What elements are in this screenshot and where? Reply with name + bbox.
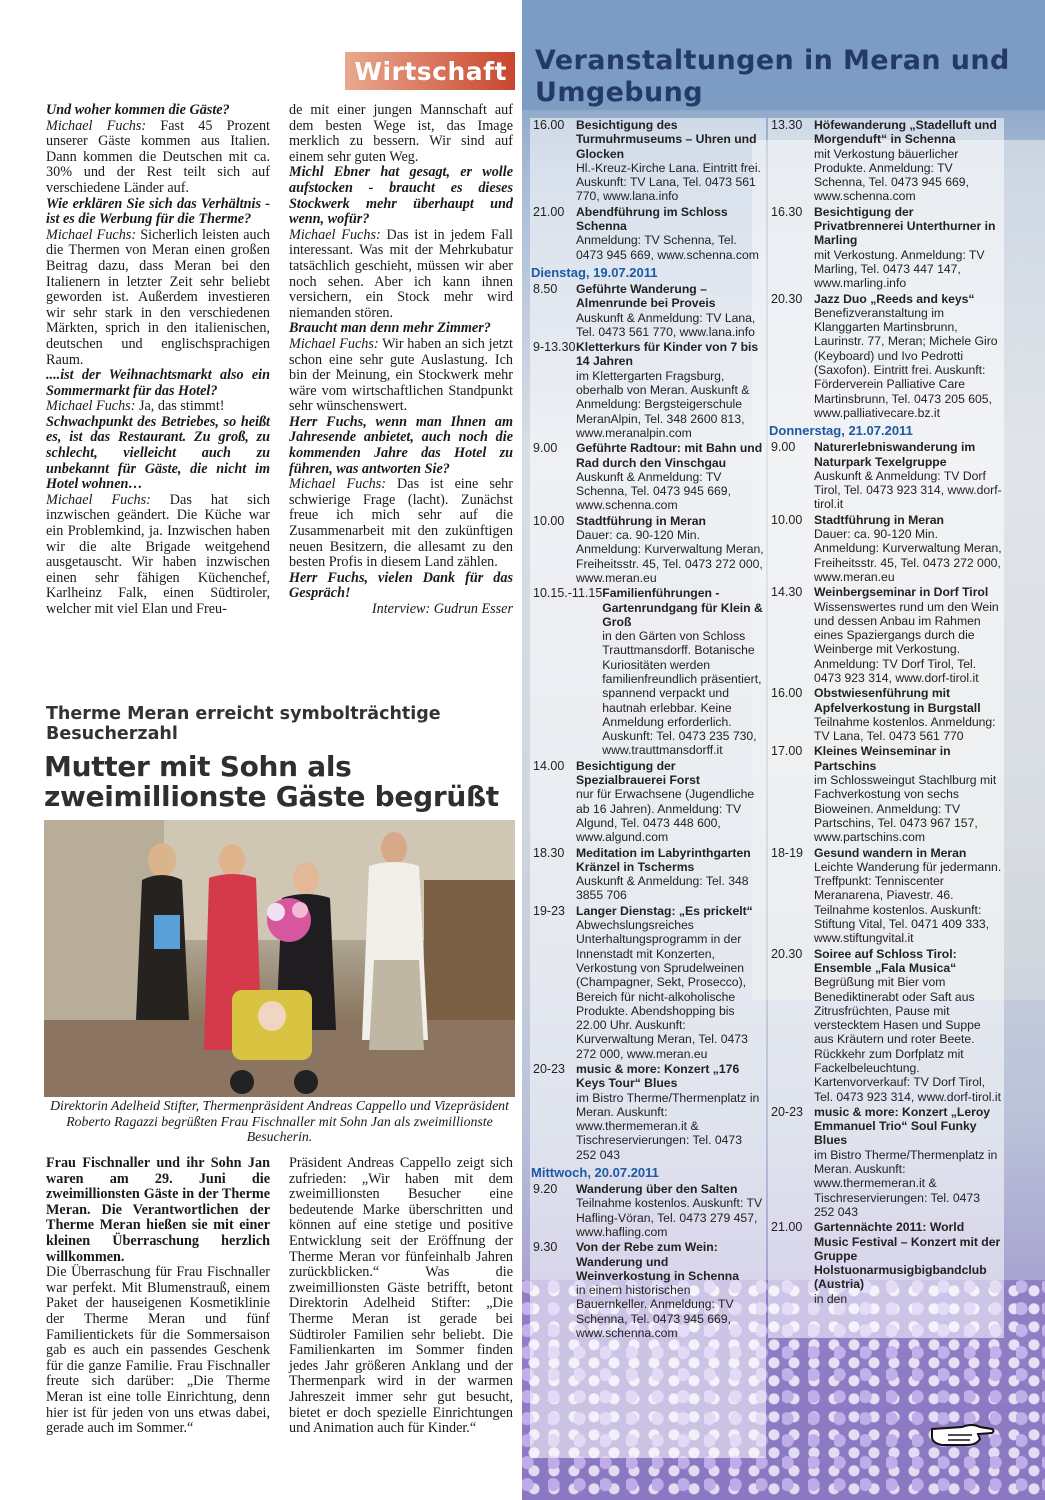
event-title: Obstwiesenführung mit Apfelverkostung in Burgstall: [814, 686, 981, 715]
event-details: im Bistro Therme/Thermenplatz in Meran. Auskunft: www.thermemeran.it & Tischreservierungen: Tel. 0473 252 043: [814, 1147, 998, 1219]
event-item: [530, 340, 766, 440]
event-body: [814, 440, 1004, 511]
pointing-hand-icon: [928, 1415, 996, 1455]
event-item: [768, 846, 1004, 946]
interview-answer: [289, 477, 513, 571]
article-photo: [44, 820, 515, 1097]
article-kicker: Therme Meran erreicht symbolträchtige Besucherzahl: [46, 704, 441, 744]
event-item: [768, 1220, 1004, 1306]
event-body: [814, 686, 1004, 743]
event-time: 16.00: [771, 686, 803, 701]
event-item: [530, 904, 766, 1061]
event-title: music & more: Konzert „176 Keys Tour“ Blues: [576, 1062, 740, 1091]
event-item: [530, 586, 766, 758]
event-item: [768, 513, 1004, 584]
event-details: Auskunft & Anmeldung: Tel. 348 3855 706: [576, 874, 749, 903]
event-item: [530, 846, 766, 903]
answer-speaker: Michael Fuchs:: [46, 226, 137, 243]
event-title: Langer Dienstag: „Es prickelt“: [576, 903, 753, 918]
event-body: [576, 759, 766, 845]
interview-question: Schwachpunkt des Betriebes, so heißt es, ist das Restaurant. Zu groß, zu schlecht, vielleicht auch zu unbekannt für Gäste, die nicht im Hotel wohnen…: [46, 413, 270, 493]
event-body: [814, 205, 1004, 291]
answer-text: Ja, das stimmt!: [135, 398, 225, 415]
event-title: Jazz Duo „Reeds and keys“: [814, 291, 975, 306]
article-lead: Frau Fischnaller und ihr Sohn Jan waren am 29. Juni die zweimillionsten Gäste in der Therme Meran. Die Verantwortlichen der Therme Meran hießen sie mit einer kleinen Überraschung herzlich willkommen.: [46, 1155, 270, 1265]
event-title: Besichtigung der Privatbrennerei Unterthurner in Marling: [814, 204, 996, 248]
event-title: Weinbergseminar in Dorf Tirol: [814, 585, 989, 600]
event-item: [768, 292, 1004, 421]
event-body: [576, 205, 766, 262]
answer-speaker: Michael Fuchs:: [46, 491, 151, 508]
event-item: [530, 282, 766, 339]
answer-text: Das hat sich inzwischen geändert. Die Küche war ein Problemkind, ja. Inzwischen haben wir die alte Brigade weitgehend ausgetauscht. Wir haben inzwischen einen sehr fähigen Küchenchef, Karlheinz Falk, einen Südtiroler, welcher mit viel Elan und Freu-: [46, 491, 270, 617]
event-details: im Bistro Therme/Thermenplatz in Meran. Auskunft: www.thermemeran.it & Tischreservierungen: Tel. 0473 252 043: [576, 1090, 760, 1162]
answer-text: Wir haben an sich jetzt schon eine sehr gute Auslastung. Ich bin der Meinung, ein Stockwerk mehr wäre vom wirtschaftlichen Standpunkt sehr wünschenswert.: [289, 335, 513, 415]
interview-column-2: [289, 103, 513, 618]
event-time: 14.30: [771, 585, 803, 600]
answer-speaker: Michael Fuchs:: [289, 226, 381, 243]
event-body: [814, 292, 1004, 421]
interview-answer: [46, 493, 270, 618]
event-details: nur für Erwachsene (Jugendliche ab 16 Jahren). Anmeldung: TV Algund, Tel. 0473 448 600, www.algund.com: [576, 787, 755, 845]
interview-answer: [46, 119, 270, 197]
event-body: [814, 1220, 1004, 1306]
event-details: Dauer: ca. 90-120 Min. Anmeldung: Kurverwaltung Meran, Freiheitsstr. 45, Tel. 0473 272 000, www.meran.eu: [576, 528, 764, 585]
interview-answer: [289, 337, 513, 415]
event-body: [814, 1105, 1004, 1219]
event-item: [768, 205, 1004, 291]
event-time: 21.00: [533, 204, 565, 219]
event-details: in den Gärten von Schloss Trauttmansdorff. Botanische Kuriositäten werden familienfreundlich präsentiert, spannend verpackt und hautnah erlebbar. Keine Anmeldung erforderlich. Auskunft: Tel. 0473 235 730, www.trauttmansdorff.it: [602, 629, 762, 758]
event-title: Meditation im Labyrinthgarten Kränzel in Tscherms: [576, 845, 751, 874]
event-details: mit Verkostung bäuerlicher Produkte. Anmeldung: TV Schenna, Tel. 0473 945 669, www.schenna.com: [814, 146, 969, 204]
event-details: Teilnahme kostenlos. Anmeldung: TV Lana, Tel. 0473 561 770: [814, 714, 996, 744]
event-time: 21.00: [771, 1220, 803, 1235]
event-item: [768, 440, 1004, 511]
answer-speaker: Michael Fuchs:: [46, 117, 147, 134]
interview-question: Und woher kommen die Gäste?: [46, 102, 230, 118]
event-details: Dauer: ca. 90-120 Min. Anmeldung: Kurverwaltung Meran, Freiheitsstr. 45, Tel. 0473 272 000, www.meran.eu: [814, 527, 1002, 584]
event-item: [530, 759, 766, 845]
event-time: 20.30: [771, 291, 803, 306]
event-time: 9.30: [533, 1240, 558, 1255]
event-body: [576, 441, 766, 512]
event-time: 18-19: [771, 845, 803, 860]
events-column-right: [768, 118, 1004, 1338]
event-body: [576, 1062, 766, 1162]
answer-speaker: Michael Fuchs:: [289, 335, 379, 352]
event-details: Auskunft & Anmeldung: TV Lana, Tel. 0473 561 770, www.lana.info: [576, 310, 756, 339]
article-headline: Mutter mit Sohn als zweimillionste Gäste begrüßt: [44, 750, 499, 813]
event-body: [814, 513, 1004, 584]
interview-question: Herr Fuchs, vielen Dank für das Gespräch!: [289, 569, 513, 602]
event-details: Begrüßung mit Bier vom Benediktinerabt oder Saft aus Zitrusfrüchten, Pause mit verstecktem Hasen und Suppe aus Kräutern und roter Beete. Rückkehr zum Dorfplatz mit Fackelbeleuchtung. Kartenvorverkauf: TV Dorf Tirol, Tel. 0473 923 314, www.dorf-tirol.it: [814, 975, 1001, 1104]
event-item: [530, 1240, 766, 1340]
answer-text: Fast 45 Prozent unserer Gäste kommen aus Italien. Dann kommen die Deutschen mit ca. 30% und der Rest teilt sich auf verschiedene Länder auf.: [46, 117, 270, 196]
event-title: Stadtführung in Meran: [576, 513, 706, 528]
event-item: [530, 205, 766, 262]
event-body: [576, 1240, 766, 1340]
interview-answer: [289, 103, 513, 165]
event-body: [814, 585, 1004, 685]
event-time: 20.30: [771, 946, 803, 961]
photo-illustration: [44, 820, 515, 1097]
interview-question: Herr Fuchs, wenn man Ihnen am Jahresende anbietet, auch noch die kommenden Jahre das Hotel zu führen, was antworten Sie?: [289, 413, 513, 477]
event-title: Kleines Weinseminar in Partschins: [814, 744, 951, 773]
event-body: [576, 340, 766, 440]
event-title: Höfewanderung „Stadelluft und Morgenduft“ in Schenna: [814, 118, 997, 147]
event-time: 19-23: [533, 903, 565, 918]
event-time: 14.00: [533, 758, 565, 773]
event-title: Gartennächte 2011: World Music Festival – Konzert mit der Gruppe Holstuonarmusigbigbandclub (Austria): [814, 1220, 1001, 1292]
event-item: [768, 686, 1004, 743]
answer-text: Sicherlich leisten auch die Thermen von Meran einen großen Beitrag dazu, dass Meran bei den Italienern in letzter Zeit sehr beliebt geworden ist. Außerdem investieren wir sehr stark in den verschiedenen Märkten, sprich in den italienischen, deutschen und englischsprachigen Raum.: [46, 226, 270, 368]
event-body: [814, 118, 1004, 204]
event-item: [768, 744, 1004, 844]
event-title: Besichtigung der Spezialbrauerei Forst: [576, 758, 700, 788]
event-details: Hl.-Kreuz-Kirche Lana. Eintritt frei. Auskunft: TV Lana, Tel. 0473 561 770, www.lana.info: [576, 160, 761, 204]
interview-answer: [289, 228, 513, 322]
event-details: Teilnahme kostenlos. Auskunft: TV Hafling-Vöran, Tel. 0473 279 457, www.hafling.com: [576, 1196, 763, 1239]
event-time: 20-23: [533, 1062, 565, 1076]
interview-question: ....ist der Weihnachtsmarkt also ein Sommermarkt für das Hotel?: [46, 367, 270, 399]
event-title: Von der Rebe zum Wein: Wanderung und Weinverkostung in Schenna: [576, 1240, 739, 1283]
event-time: 18.30: [533, 845, 565, 860]
article-body-1: Die Überraschung für Frau Fischnaller war perfekt. Mit Blumenstrauß, einem Paket der hauseigenen Kosmetiklinie der Therme Meran und fünf Familientickets für die Sommersaison gab es auch ein passendes Geschenk für die ganze Familie. Frau Fischnaller freute sich darüber: „Die Therme Meran ist eine tolle Einrichtung, denn hier ist für jeden von uns etwas dabei, gerade auch im Sommer.“: [46, 1264, 270, 1437]
event-details: Leichte Wanderung für jedermann. Treffpunkt: Tenniscenter Meranarena, Piavestr. 46. Teilnahme kostenlos. Auskunft: Stiftung Vital, Tel. 0471 409 333, www.stiftungvital.it: [814, 859, 1002, 946]
event-time: 9.00: [771, 440, 796, 455]
event-body: [814, 846, 1004, 946]
answer-text: Das ist eine sehr schwierige Frage (lacht). Zunächst freue ich mich sehr auf die Zusammenarbeit mit den zukünftigen neuen Besitzern, die allesamt zu den besten Profis in diesem Land zählen.: [289, 476, 513, 571]
event-day-heading: Dienstag, 19.07.2011: [531, 264, 658, 280]
event-body: [576, 846, 766, 903]
event-body: [814, 947, 1004, 1104]
event-title: Naturerlebniswanderung im Naturpark Texelgruppe: [814, 440, 976, 469]
event-body: [576, 282, 766, 339]
interview-question: Braucht man denn mehr Zimmer?: [289, 320, 491, 337]
interview-answer: [46, 399, 270, 415]
event-title: music & more: Konzert „Leroy Emmanuel Trio“ Soul Funky Blues: [814, 1104, 991, 1148]
event-title: Soiree auf Schloss Tirol: Ensemble „Fala Musica“: [814, 946, 957, 975]
event-details: Benefizveranstaltung im Klanggarten Martinsbrunn, Laurinstr. 77, Meran; Michele Giro (Keyboard) und Ivo Pedrotti (Saxofon). Eintritt frei. Auskunft: Förderverein Palliative Care Martinsbrunn, Tel. 0473 205 605, www.palliativecare.bz.it: [814, 305, 998, 420]
event-item: [530, 441, 766, 512]
event-time: 10.00: [771, 512, 803, 527]
event-details: Abwechslungsreiches Unterhaltungsprogramm in der Innenstadt mit Konzerten, Verkostung von Sprudelweinen (Champagner, Sekt, Prosecco), Bereich für nicht-alkoholische Produkte. Abendshopping bis 22.00 Uhr. Auskunft: Kurverwaltung Meran, Tel. 0473 272 000, www.meran.eu: [576, 918, 748, 1061]
event-body: [576, 514, 766, 585]
event-day-heading: Mittwoch, 20.07.2011: [531, 1165, 659, 1181]
event-item: [530, 1062, 766, 1162]
event-day-heading: Donnerstag, 21.07.2011: [769, 423, 913, 439]
event-details: in den: [814, 1291, 848, 1306]
event-details: im Klettergarten Fragsburg, oberhalb von Meran. Auskunft & Anmeldung: Bergsteigerschule MeranAlpin, Tel. 348 2600 813, www.meranalpin.com: [576, 368, 750, 440]
event-time: 9.20: [533, 1182, 558, 1197]
answer-text: Das ist in jedem Fall interessant. Was mit der Mehrkubatur tatsächlich geschieht, müssen wir aber noch sehen. Aber ich kann ihnen versichern, ein Stock mehr wird niemanden stören.: [289, 226, 513, 321]
interview-column-1: [46, 103, 270, 618]
event-item: [768, 585, 1004, 685]
interview-question: Michl Ebner hat gesagt, er wolle aufstocken - braucht es dieses Stockwerk mehr überhaupt und wenn, wofür?: [289, 164, 513, 228]
event-details: in einem historischen Bauernkeller. Anmeldung: TV Schenna, Tel. 0473 945 669, www.schenna.com: [576, 1283, 734, 1341]
event-item: [530, 514, 766, 585]
event-title: Geführte Radtour: mit Bahn und Rad durch den Vinschgau: [576, 441, 763, 470]
event-details: Auskunft & Anmeldung: TV Schenna, Tel. 0473 945 669, www.schenna.com: [576, 469, 731, 513]
event-title: Gesund wandern in Meran: [814, 845, 967, 860]
article-column-2: [289, 1156, 513, 1437]
event-body: [602, 586, 766, 758]
section-tag: Wirtschaft: [345, 52, 515, 90]
interview-question: Wie erklären Sie sich das Verhältnis - ist es die Werbung für die Therme?: [46, 195, 270, 228]
event-details: im Schlossweingut Stachlburg mit Fachverkostung von sechs Bioweinen. Anmeldung: TV Partschins, Tel. 0473 967 157, www.partschins.com: [814, 773, 997, 845]
event-item: [768, 1105, 1004, 1219]
answer-speaker: Michael Fuchs:: [289, 476, 386, 493]
article-body-2: Präsident Andreas Cappello zeigt sich zufrieden: „Wir haben mit dem zweimillionsten Besucher eine bedeutende Marke überschritten und können auf eine stetige und positive Entwicklung seit der Eröffnung der Therme Meran vor fünfeinhalb Jahren zurückblicken.“ Was die zweimillionsten Gäste betrifft, betont Direktorin Adelheid Stifter: „Die Therme Meran ist gerade bei Südtiroler Familien sehr beliebt. Die Familienkarten im Sommer finden jedes Jahr größeren Anklang und der Thermenpark wird in der warmen Jahreszeit immer sehr gut besucht, bietet er doch spezielle Einrichtungen und Animation auch für Kinder.“: [289, 1155, 513, 1437]
event-time: 9-13.30: [533, 340, 576, 355]
event-title: Stadtführung in Meran: [814, 512, 944, 527]
event-time: 20-23: [771, 1104, 803, 1119]
interview-credit: Interview: Gudrun Esser: [371, 601, 513, 617]
article-column-1: [46, 1156, 270, 1437]
event-details: mit Verkostung. Anmeldung: TV Marling, Tel. 0473 447 147, www.marling.info: [814, 247, 985, 291]
event-item: [768, 947, 1004, 1104]
event-time: 8.50: [533, 281, 558, 296]
event-title: Besichtigung des Turmuhrmuseums – Uhren und Glocken: [576, 118, 757, 161]
event-body: [576, 1182, 766, 1239]
event-time: 9.00: [533, 441, 558, 456]
event-time: 10.00: [533, 513, 565, 528]
event-details: Wissenswertes rund um den Wein und dessen Anbau im Rahmen eines Spaziergangs durch die Weinberge mit Verkostung. Anmeldung: TV Dorf Tirol, Tel. 0473 923 314, www.dorf-tirol.it: [814, 599, 999, 685]
answer-speaker: Michael Fuchs:: [46, 398, 136, 415]
events-title: Veranstaltungen in Meran und Umgebung: [535, 45, 1010, 108]
event-title: Abendführung im Schloss Schenna: [576, 204, 728, 234]
event-time: 10.15.-11.15: [533, 586, 603, 601]
event-title: Wanderung über den Salten: [576, 1182, 738, 1197]
event-title: Familienführungen - Gartenrundgang für Klein & Groß: [602, 586, 763, 629]
event-time: 16.30: [771, 204, 803, 219]
event-item: [530, 118, 766, 204]
event-body: [576, 118, 766, 204]
event-title: Kletterkurs für Kinder von 7 bis 14 Jahren: [576, 340, 759, 369]
answer-text: de mit einer jungen Mannschaft auf dem besten Wege ist, das Image merklich zu bessern. Wir sind auf einem sehr guten Weg.: [289, 102, 513, 165]
event-details: Anmeldung: TV Schenna, Tel. 0473 945 669, www.schenna.com: [576, 233, 759, 262]
event-body: [576, 904, 766, 1061]
event-body: [814, 744, 1004, 844]
event-item: [530, 1182, 766, 1239]
event-time: 13.30: [771, 118, 803, 132]
events-column-left: [530, 118, 766, 1458]
interview-answer: [46, 228, 270, 368]
event-item: [768, 118, 1004, 204]
event-time: 17.00: [771, 744, 803, 759]
event-details: Auskunft & Anmeldung: TV Dorf Tirol, Tel. 0473 923 314, www.dorf-tirol.it: [814, 468, 1002, 512]
event-title: Geführte Wanderung – Almenrunde bei Proveis: [576, 281, 716, 311]
photo-caption: Direktorin Adelheid Stifter, Thermenpräsident Andreas Cappello und Vizepräsident Roberto Ragazzi begrüßten Frau Fischnaller mit Sohn Jan als zweimillionste Besucherin.: [50, 1098, 509, 1144]
event-time: 16.00: [533, 118, 565, 132]
